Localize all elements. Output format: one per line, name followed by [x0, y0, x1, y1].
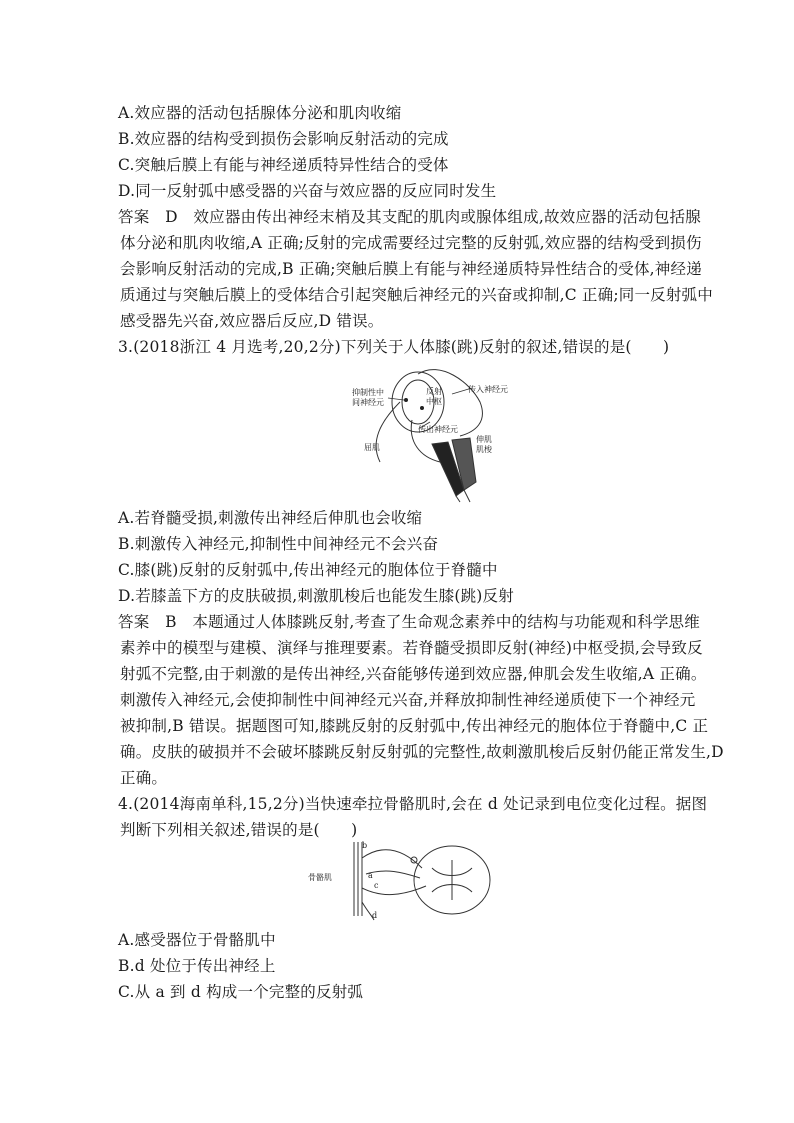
- q2-option-b: B.效应器的结构受到损伤会影响反射活动的完成: [118, 130, 449, 148]
- q4-option-c: C.从 a 到 d 构成一个完整的反射弧: [118, 983, 364, 1001]
- fig1-label-efferent: 传出神经元: [418, 425, 458, 434]
- q2-answer-line: 体分泌和肌肉收缩,A 正确;反射的完成需要经过完整的反射弧,效应器的结构受到损伤: [120, 234, 702, 252]
- q3-option-d: D.若膝盖下方的皮肤破损,刺激肌梭后也能发生膝(跳)反射: [118, 587, 514, 605]
- fig1-label-spindle: 肌梭: [476, 445, 492, 454]
- fig1-label-center-2: 中枢: [426, 397, 442, 406]
- q3-answer-line: 素养中的模型与建模、演绎与推理要素。若脊髓受损即反射(神经)中枢受损,会导致反: [120, 639, 703, 657]
- fig1-label-afferent: 传入神经元: [468, 385, 508, 394]
- fig2-label-b: b: [362, 841, 368, 850]
- q3-answer-line: 被抑制,B 错误。据题图可知,膝跳反射的反射弧中,传出神经元的胞体位于脊髓中,C 正: [120, 717, 709, 735]
- fig1-label-extensor: 伸肌: [476, 435, 492, 444]
- q2-option-d: D.同一反射弧中感受器的兴奋与效应器的反应同时发生: [118, 182, 497, 200]
- q3-option-a: A.若脊髓受损,刺激传出神经后伸肌也会收缩: [118, 509, 423, 527]
- q4-stem-line: 4.(2014海南单科,15,2分)当快速牵拉骨骼肌时,会在 d 处记录到电位变化过程。据图: [118, 795, 708, 813]
- knee-reflex-figure: [352, 362, 510, 502]
- spinal-reflex-figure: [302, 838, 492, 920]
- fig2-label-muscle: 骨骼肌: [308, 873, 332, 882]
- q3-answer-line: 确。皮肤的破损并不会破坏膝跳反射反射弧的完整性,故刺激肌梭后反射仍能正常发生,D: [120, 743, 724, 761]
- fig1-label-center-1: 反射: [426, 387, 442, 396]
- q2-option-a: A.效应器的活动包括腺体分泌和肌肉收缩: [118, 104, 402, 122]
- q3-answer-line: 射弧不完整,由于刺激的是传出神经,兴奋能够传递到效应器,伸肌会发生收缩,A 正确。: [120, 665, 707, 683]
- q4-option-a: A.感受器位于骨骼肌中: [118, 931, 276, 949]
- q2-answer-line: 质通过与突触后膜上的受体结合引起突触后神经元的兴奋或抑制,C 正确;同一反射弧中: [120, 286, 713, 304]
- q3-answer-line: 答案 B 本题通过人体膝跳反射,考查了生命观念素养中的结构与功能观和科学思维: [118, 613, 700, 631]
- q2-answer-line: 会影响反射活动的完成,B 正确;突触后膜上有能与神经递质特异性结合的受体,神经递: [120, 260, 702, 278]
- fig2-label-d: d: [372, 911, 378, 920]
- fig1-label-inhibitory-1: 抑制性中: [352, 388, 384, 397]
- q2-answer-line: 答案 D 效应器由传出神经末梢及其支配的肌肉或腺体组成,故效应器的活动包括腺: [118, 208, 701, 226]
- q3-option-c: C.膝(跳)反射的反射弧中,传出神经元的胞体位于脊髓中: [118, 561, 498, 579]
- q3-option-b: B.刺激传入神经元,抑制性中间神经元不会兴奋: [118, 535, 439, 553]
- q4-option-b: B.d 处位于传出神经上: [118, 957, 276, 975]
- fig2-label-c: c: [374, 881, 379, 890]
- fig1-label-inhibitory-2: 间神经元: [352, 398, 384, 407]
- q2-answer-line: 感受器先兴奋,效应器后反应,D 错误。: [120, 312, 384, 330]
- q3-answer-line: 正确。: [120, 769, 168, 787]
- q3-answer-line: 刺激传入神经元,会使抑制性中间神经元兴奋,并释放抑制性神经递质使下一个神经元: [120, 691, 696, 709]
- q3-stem: 3.(2018浙江 4 月选考,20,2分)下列关于人体膝(跳)反射的叙述,错误的是( ): [118, 338, 670, 356]
- q2-option-c: C.突触后膜上有能与神经递质特异性结合的受体: [118, 156, 449, 174]
- q4-stem-line: 判断下列相关叙述,错误的是( ): [120, 821, 358, 839]
- fig1-label-flexor: 屈肌: [364, 443, 380, 452]
- fig2-label-a: a: [368, 871, 373, 880]
